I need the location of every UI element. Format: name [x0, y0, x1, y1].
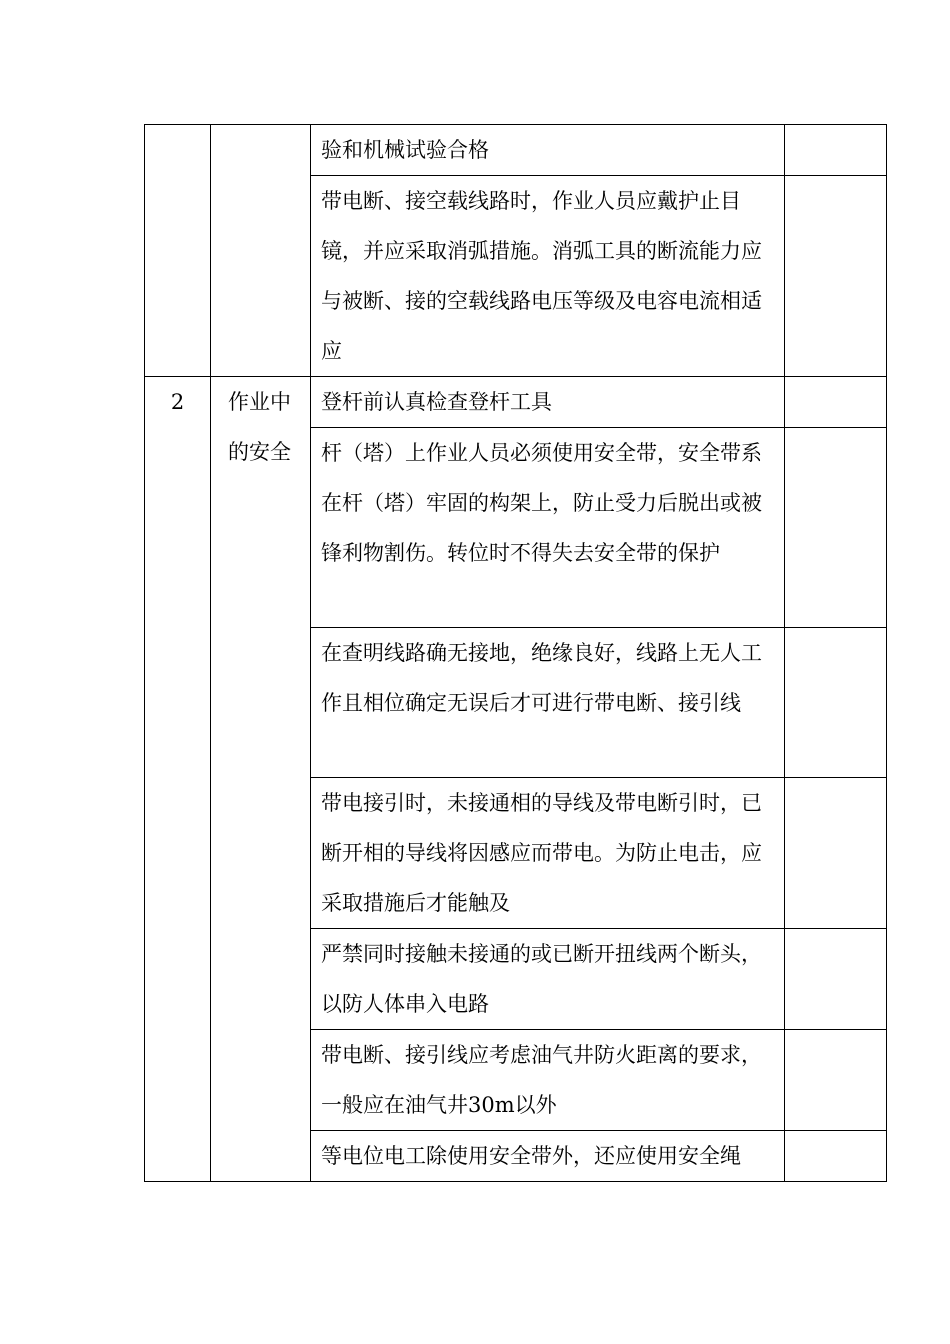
content-cell: 严禁同时接触未接通的或已断开扭线两个断头，以防人体串入电路	[311, 929, 785, 1030]
table-row	[145, 377, 887, 428]
content-cell: 带电接引时，未接通相的导线及带电断引时，已断开相的导线将因感应而带电。为防止电击，应采取措施后才能触及	[311, 778, 785, 929]
check-cell[interactable]	[785, 1131, 887, 1182]
check-cell[interactable]	[785, 628, 887, 778]
check-cell[interactable]	[785, 125, 887, 176]
content-cell: 带电断、接引线应考虑油气井防火距离的要求，一般应在油气井30m以外	[311, 1030, 785, 1131]
content-cell: 杆（塔）上作业人员必须使用安全带，安全带系在杆（塔）牢固的构架上，防止受力后脱出或被锋利物割伤。转位时不得失去安全带的保护	[311, 428, 785, 628]
content-cell: 在查明线路确无接地，绝缘良好，线路上无人工作且相位确定无误后才可进行带电断、接引线	[311, 628, 785, 778]
safety-check-table	[144, 124, 887, 1182]
row-number-cell: 2	[145, 377, 211, 1182]
check-cell[interactable]	[785, 1030, 887, 1131]
check-cell[interactable]	[785, 428, 887, 628]
content-cell: 带电断、接空载线路时，作业人员应戴护止目镜，并应采取消弧措施。消弧工具的断流能力应与被断、接的空载线路电压等级及电容电流相适应	[311, 176, 785, 377]
content-cell: 验和机械试验合格	[311, 125, 785, 176]
category-cell	[211, 125, 311, 377]
row-number-cell	[145, 125, 211, 377]
check-cell[interactable]	[785, 377, 887, 428]
category-cell: 作业中的安全	[211, 377, 311, 1182]
table-row	[145, 125, 887, 176]
content-cell: 登杆前认真检查登杆工具	[311, 377, 785, 428]
check-cell[interactable]	[785, 778, 887, 929]
check-cell[interactable]	[785, 176, 887, 377]
content-cell: 等电位电工除使用安全带外，还应使用安全绳	[311, 1131, 785, 1182]
check-cell[interactable]	[785, 929, 887, 1030]
